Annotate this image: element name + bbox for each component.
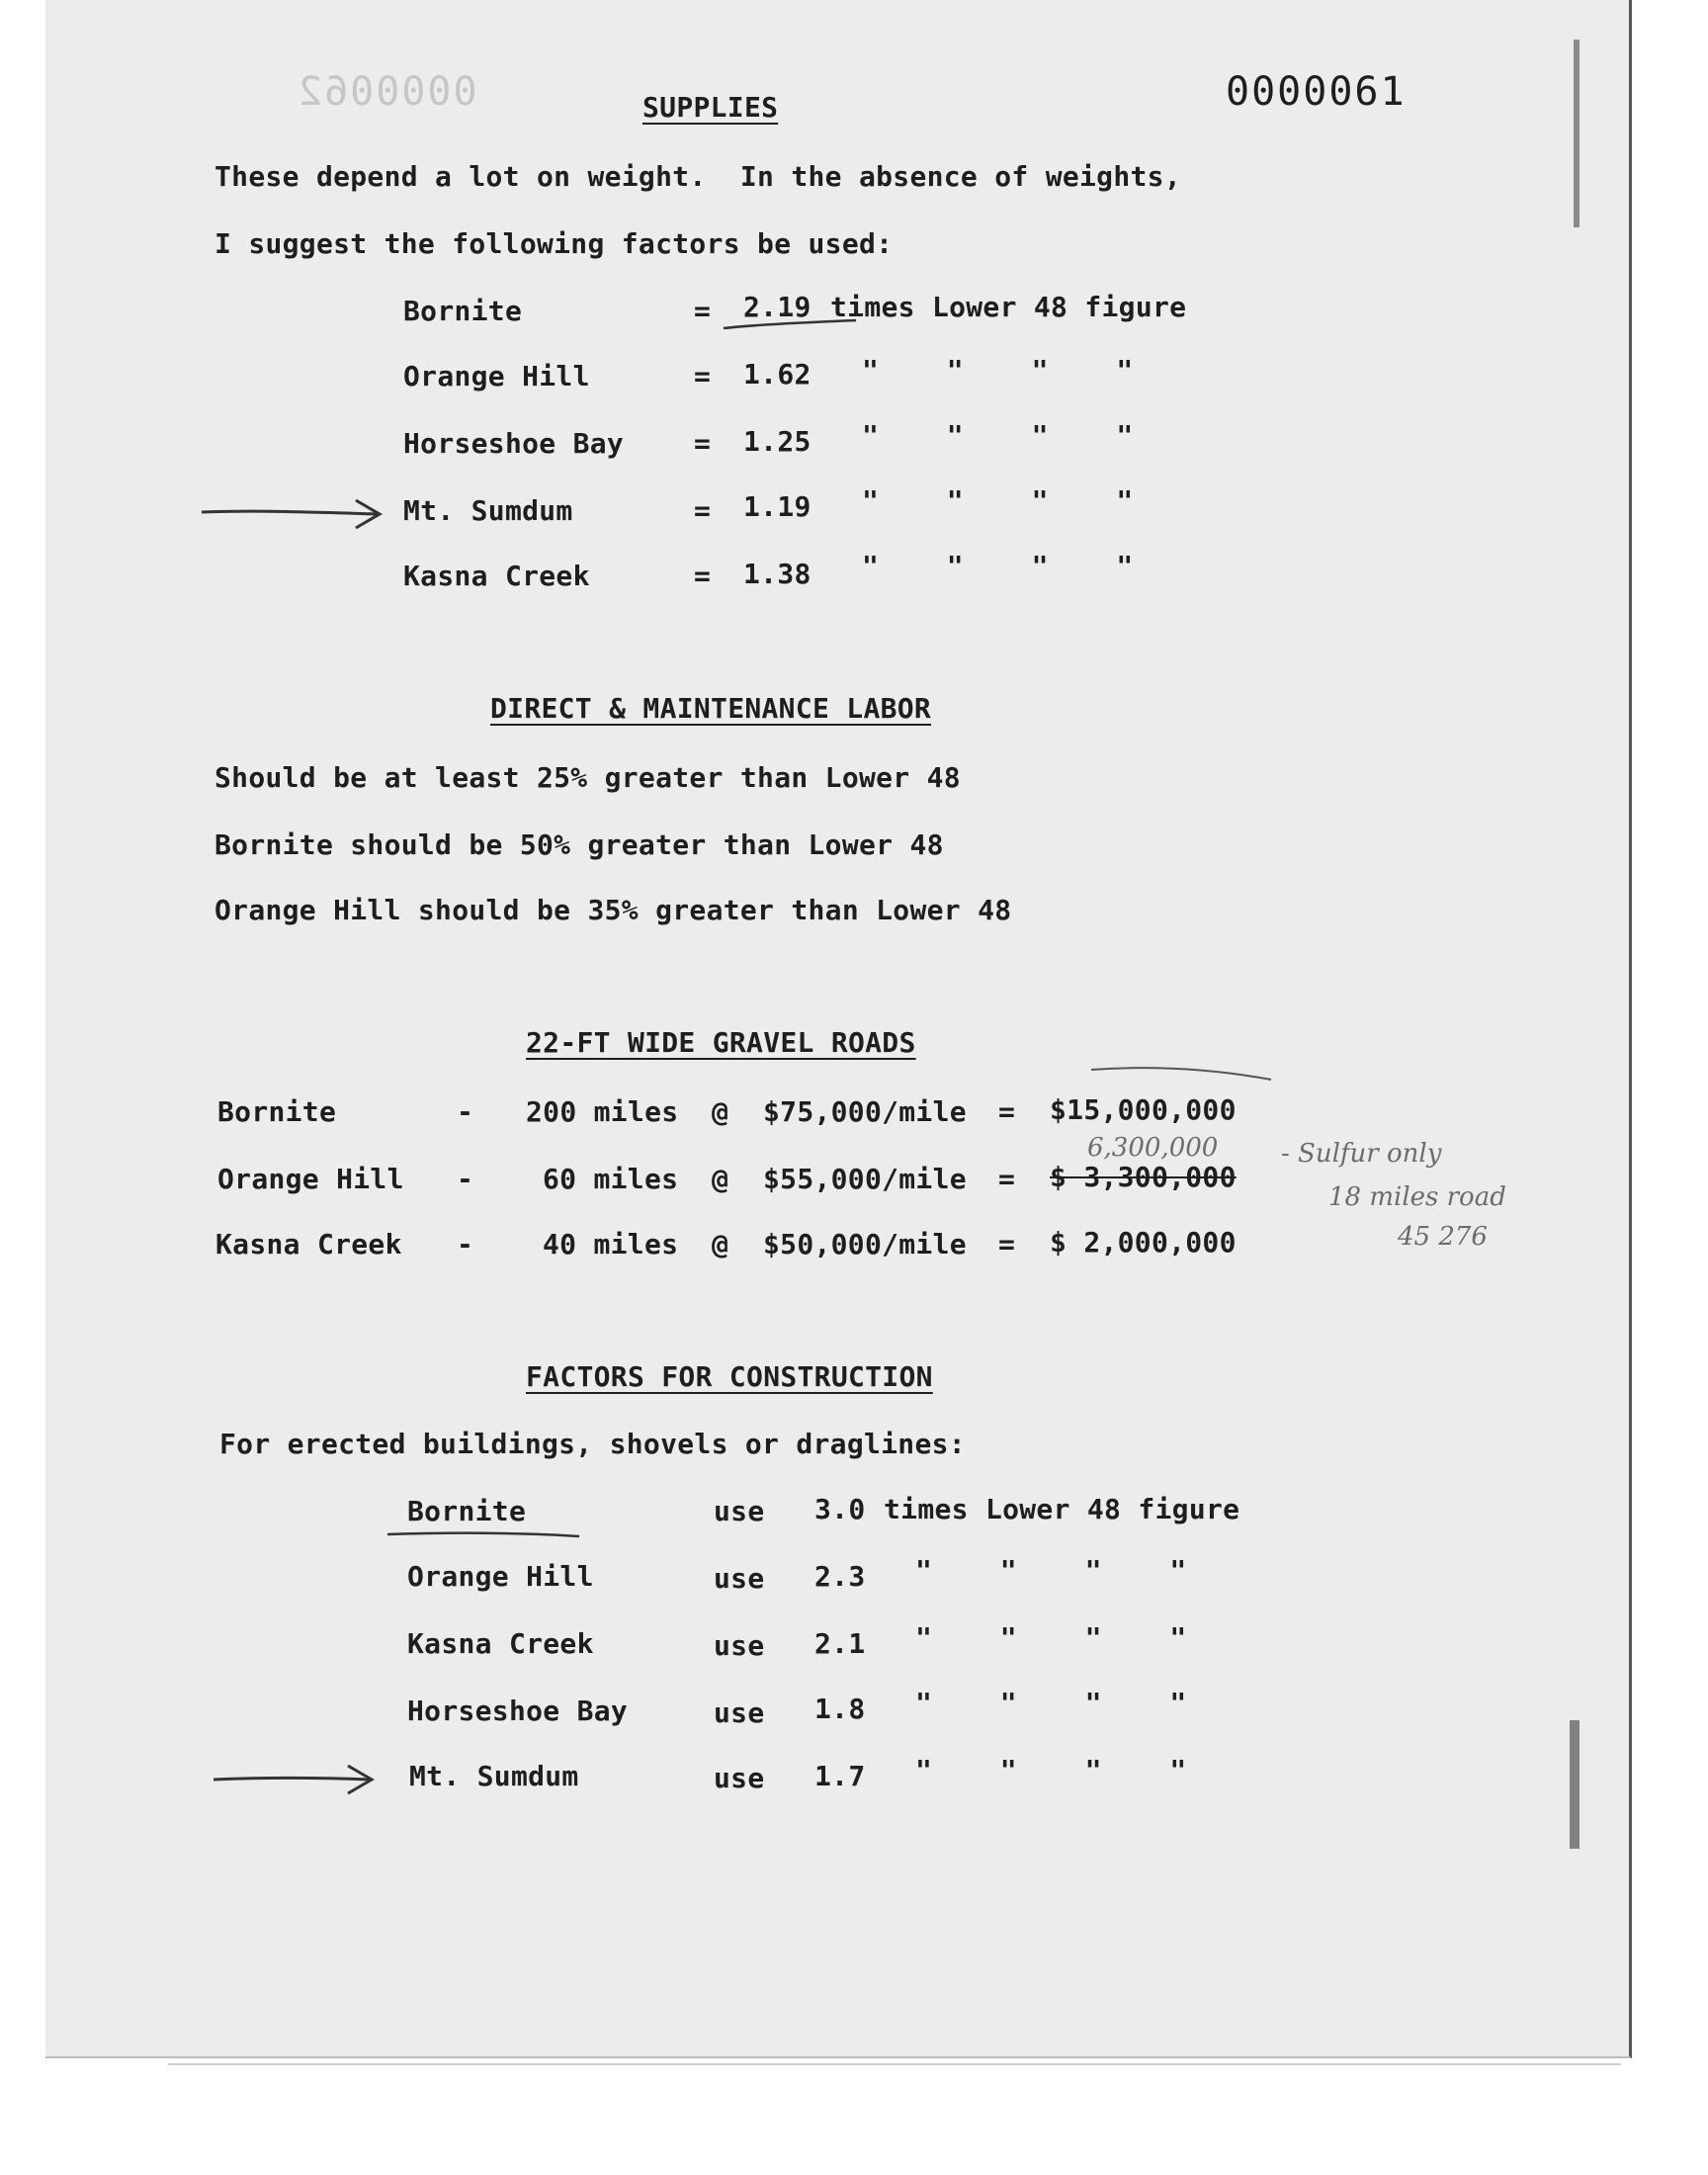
roads-heading: 22-FT WIDE GRAVEL ROADS (526, 1026, 916, 1059)
construction-row-name: Bornite (407, 1495, 527, 1527)
construction-row-use: use (714, 1762, 765, 1794)
roads-row-name: Orange Hill (217, 1163, 404, 1195)
handwritten-correction: 6,300,000 (1087, 1133, 1219, 1163)
pencil-underline-mark (722, 314, 860, 334)
roads-row-name: Bornite (217, 1095, 337, 1128)
roads-row-dash: - (457, 1228, 474, 1261)
labor-line: Orange Hill should be 35% greater than Lower 48 (214, 894, 1012, 926)
ghost-page-number: 0000062 (297, 69, 477, 115)
supplies-row-rest: " " " " (862, 354, 1134, 387)
handdrawn-arrow-icon (210, 1760, 378, 1799)
construction-row-name: Horseshoe Bay (407, 1695, 629, 1727)
roads-row-equals: = (998, 1095, 1016, 1128)
labor-line: Bornite should be 50% greater than Lower 48 (214, 828, 944, 861)
construction-row-rest: " " " " (915, 1754, 1187, 1786)
handdrawn-arrow-icon (198, 494, 385, 534)
roads-row-total: $ 2,000,000 (1050, 1226, 1237, 1259)
labor-heading: DIRECT & MAINTENANCE LABOR (490, 692, 932, 725)
construction-row-value: 2.3 (814, 1560, 866, 1593)
supplies-row-name: Horseshoe Bay (403, 427, 625, 460)
supplies-row-value: 1.19 (743, 490, 811, 523)
roads-row-equals: = (998, 1228, 1016, 1261)
handwritten-note: 45 276 (1398, 1222, 1488, 1252)
construction-row-rest: " " " " (915, 1554, 1187, 1587)
supplies-row-value: 1.38 (743, 558, 811, 590)
supplies-row-equals: = (694, 360, 712, 392)
construction-row-value: 2.1 (814, 1627, 866, 1660)
roads-row-miles: 200 miles (526, 1095, 679, 1128)
supplies-row-value: 2.19 (743, 291, 811, 323)
supplies-row-rest: " " " " (862, 550, 1134, 582)
construction-row-use: use (714, 1562, 765, 1595)
roads-row-rate: $75,000/mile (763, 1095, 967, 1128)
supplies-intro-line-2: I suggest the following factors be used: (214, 227, 894, 260)
scan-edge-mark (1574, 40, 1580, 227)
handwritten-note: 18 miles road (1328, 1182, 1506, 1212)
pencil-underline-mark (385, 1528, 583, 1542)
supplies-row-rest: " " " " (862, 419, 1134, 452)
construction-row-value: 3.0 (814, 1493, 866, 1525)
document-number-stamp: 0000061 (1226, 69, 1407, 115)
supplies-row-value: 1.62 (743, 358, 811, 391)
supplies-row-rest: " " " " (862, 484, 1134, 517)
construction-row-rest: times Lower 48 figure (884, 1493, 1240, 1525)
supplies-row-name: Bornite (403, 295, 523, 327)
construction-row-name: Kasna Creek (407, 1627, 594, 1660)
supplies-heading: SUPPLIES (642, 91, 779, 124)
roads-row-total: $15,000,000 (1050, 1093, 1237, 1126)
roads-row-total-struck: $ 3,300,000 (1050, 1161, 1237, 1193)
supplies-row-equals: = (694, 560, 712, 592)
roads-row-at: @ (712, 1228, 729, 1261)
construction-row-rest: " " " " (915, 1621, 1187, 1654)
roads-row-rate: $50,000/mile (763, 1228, 967, 1261)
construction-row-use: use (714, 1629, 765, 1662)
supplies-row-rest: times Lower 48 figure (830, 291, 1187, 323)
supplies-row-name: Mt. Sumdum (403, 494, 573, 527)
roads-row-miles: 40 miles (543, 1228, 679, 1261)
construction-row-rest: " " " " (915, 1687, 1187, 1719)
supplies-row-name: Kasna Creek (403, 560, 590, 592)
construction-row-name: Orange Hill (407, 1560, 594, 1593)
roads-row-miles: 60 miles (543, 1163, 679, 1195)
scan-edge-mark (1570, 1720, 1580, 1849)
construction-row-name: Mt. Sumdum (409, 1760, 579, 1792)
construction-row-value: 1.7 (814, 1760, 866, 1792)
supplies-row-equals: = (694, 494, 712, 527)
pencil-line-mark (1087, 1062, 1275, 1088)
roads-row-dash: - (457, 1095, 474, 1128)
construction-row-use: use (714, 1696, 765, 1729)
supplies-row-name: Orange Hill (403, 360, 590, 392)
roads-row-at: @ (712, 1095, 729, 1128)
supplies-intro-line-1: These depend a lot on weight. In the absence of weights, (214, 160, 1181, 193)
supplies-row-equals: = (694, 295, 712, 327)
roads-row-name: Kasna Creek (215, 1228, 402, 1261)
roads-row-equals: = (998, 1163, 1016, 1195)
construction-intro: For erected buildings, shovels or draglines: (219, 1428, 966, 1460)
construction-row-use: use (714, 1495, 765, 1527)
roads-row-dash: - (457, 1163, 474, 1195)
labor-line: Should be at least 25% greater than Lower 48 (214, 761, 961, 794)
page-shadow-line (168, 2063, 1621, 2065)
construction-row-value: 1.8 (814, 1693, 866, 1725)
supplies-row-equals: = (694, 427, 712, 460)
construction-heading: FACTORS FOR CONSTRUCTION (526, 1360, 933, 1393)
handwritten-note: - Sulfur only (1281, 1139, 1442, 1169)
roads-row-rate: $55,000/mile (763, 1163, 967, 1195)
roads-row-at: @ (712, 1163, 729, 1195)
supplies-row-value: 1.25 (743, 425, 811, 458)
